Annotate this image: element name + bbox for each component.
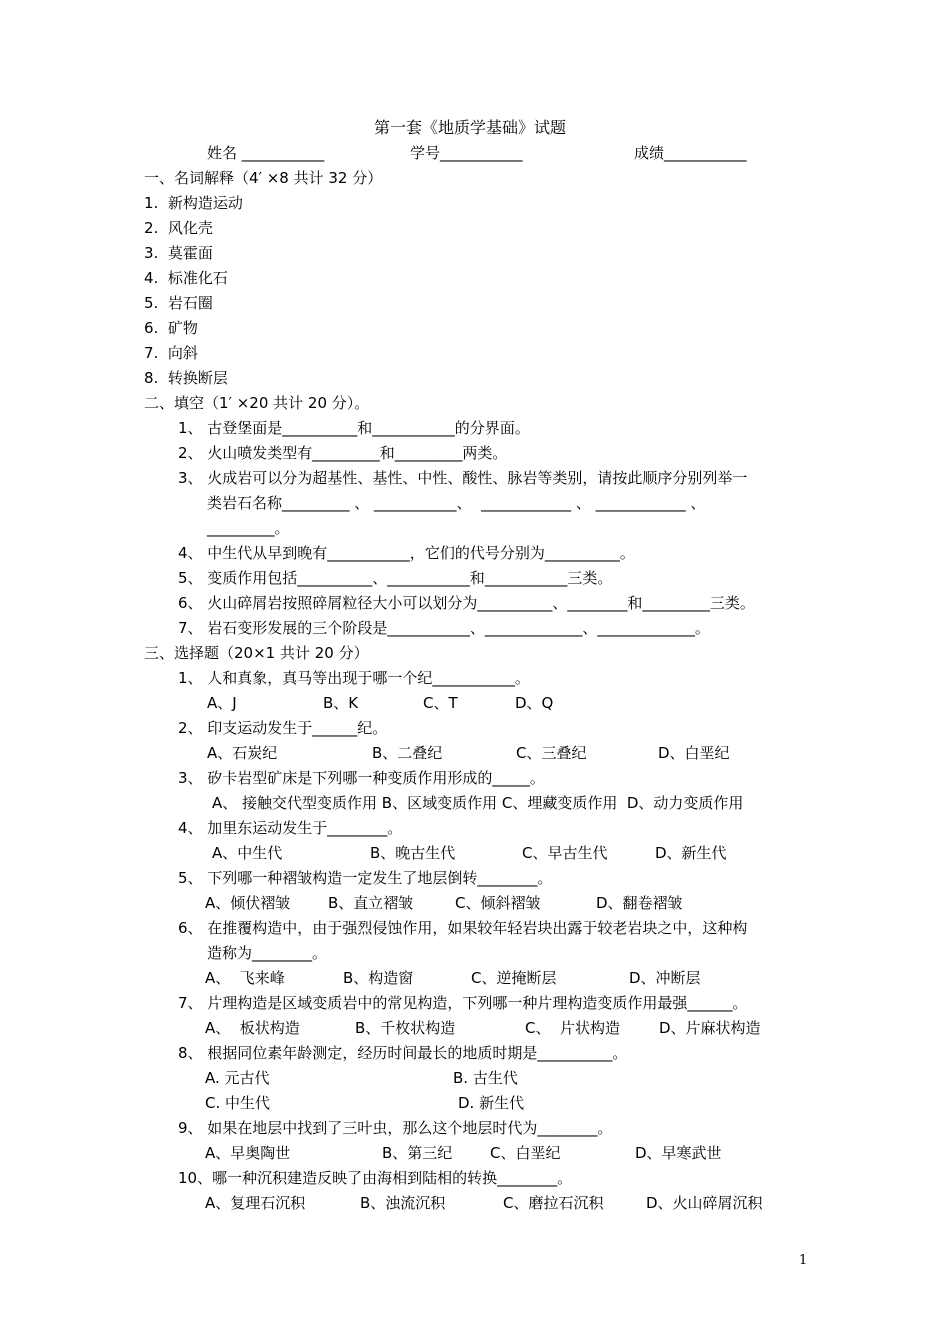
choice-question-4: 4、 加里东运动发生于________。: [178, 819, 403, 837]
fill-question-3-line2: 类岩石名称_________ 、 ___________、 ____________ 、 ____________ 、: [207, 494, 706, 512]
section1-item: 7. 向斜: [144, 344, 198, 362]
score-field-label: 成绩___________: [634, 144, 747, 162]
option-d: D、Q: [515, 694, 554, 712]
page-title: 第一套《地质学基础》试题: [374, 118, 567, 137]
choice-question-9: 9、 如果在地层中找到了三叶虫，那么这个地层时代为________。: [178, 1119, 613, 1137]
option-a: A、早奥陶世: [205, 1144, 291, 1162]
option-b: B、直立褶皱: [328, 894, 414, 912]
option-c: C、磨拉石沉积: [503, 1194, 604, 1212]
fill-question-2: 2、 火山喷发类型有_________和_________两类。: [178, 444, 508, 462]
option-c: C、T: [423, 694, 458, 712]
fill-question-5: 5、 变质作用包括__________、___________和___________三类。: [178, 569, 613, 587]
fill-question-1: 1、 古登堡面是__________和___________的分界面。: [178, 419, 530, 437]
section1-item: 5. 岩石圈: [144, 294, 213, 312]
option-c: C、三叠纪: [516, 744, 587, 762]
fill-question-3: 3、 火成岩可以分为超基性、基性、中性、酸性、脉岩等类别，请按此顺序分别列举一: [178, 469, 748, 487]
section1-item: 2. 风化壳: [144, 219, 213, 237]
option-d: D、冲断层: [629, 969, 701, 987]
option-d: D、火山碎屑沉积: [646, 1194, 763, 1212]
choice-question-7: 7、 片理构造是区域变质岩中的常见构造，下列哪一种片理构造变质作用最强______。: [178, 994, 748, 1012]
fill-question-3-line3: _________。: [207, 519, 290, 537]
choice-question-5: 5、 下列哪一种褶皱构造一定发生了地层倒转________。: [178, 869, 553, 887]
section1-item: 1. 新构造运动: [144, 194, 243, 212]
option-c: C、倾斜褶皱: [455, 894, 541, 912]
option-d: D、翻卷褶皱: [596, 894, 683, 912]
student-id-field-label: 学号___________: [410, 144, 523, 162]
section1-item: 3. 莫霍面: [144, 244, 213, 262]
option-b: B、浊流沉积: [360, 1194, 446, 1212]
option-a: A、J: [207, 694, 237, 712]
section3-heading: 三、选择题（20×1 共计 20 分）: [144, 644, 369, 662]
option-c: C、逆掩断层: [471, 969, 557, 987]
option-c: C、 片状构造: [525, 1019, 621, 1037]
choice-question-3: 3、 矽卡岩型矿床是下列哪一种变质作用形成的_____。: [178, 769, 545, 787]
option-b: B. 古生代: [453, 1069, 518, 1087]
fill-question-7: 7、 岩石变形发展的三个阶段是___________、_____________、_____________。: [178, 619, 710, 637]
option-c: C. 中生代: [205, 1094, 271, 1112]
option-a: A、 板状构造: [205, 1019, 300, 1037]
option-b: B、K: [323, 694, 359, 712]
choice-question-6: 6、 在推覆构造中，由于强烈侵蚀作用，如果较年轻岩块出露于较老岩块之中，这种构: [178, 919, 748, 937]
option-d: D、早寒武世: [635, 1144, 722, 1162]
name-field-label: 姓名 ___________: [207, 144, 325, 162]
options-line: A、 接触交代型变质作用 B、区域变质作用 C、埋藏变质作用 D、动力变质作用: [212, 794, 744, 812]
choice-question-1: 1、 人和真象，真马等出现于哪一个纪___________。: [178, 669, 530, 687]
choice-question-2: 2、 印支运动发生于______纪。: [178, 719, 388, 737]
option-d: D、白垩纪: [658, 744, 730, 762]
option-b: B、二叠纪: [372, 744, 443, 762]
page-number: 1: [799, 1253, 808, 1268]
section1-item: 4. 标准化石: [144, 269, 228, 287]
option-a: A、石炭纪: [207, 744, 278, 762]
section1-heading: 一、名词解释（4′ ×8 共计 32 分）: [144, 169, 383, 187]
option-a: A. 元古代: [205, 1069, 270, 1087]
option-c: C、白垩纪: [490, 1144, 561, 1162]
option-d: D、片麻状构造: [659, 1019, 761, 1037]
choice-question-8: 8、 根据同位素年龄测定，经历时间最长的地质时期是__________。: [178, 1044, 628, 1062]
option-d: D. 新生代: [458, 1094, 525, 1112]
choice-question-10: 10、哪一种沉积建造反映了由海相到陆相的转换________。: [178, 1169, 573, 1187]
fill-question-6: 6、 火山碎屑岩按照碎屑粒径大小可以划分为__________、________和_________三类。: [178, 594, 755, 612]
option-b: B、晚古生代: [370, 844, 456, 862]
option-a: A、中生代: [212, 844, 283, 862]
section1-item: 6. 矿物: [144, 319, 198, 337]
section1-item: 8. 转换断层: [144, 369, 228, 387]
option-d: D、新生代: [655, 844, 727, 862]
option-a: A、 飞来峰: [205, 969, 285, 987]
fill-question-4: 4、 中生代从早到晚有___________，它们的代号分别为__________。: [178, 544, 635, 562]
option-b: B、构造窗: [343, 969, 414, 987]
choice-question-6-line2: 造称为________。: [207, 944, 328, 962]
option-b: B、第三纪: [382, 1144, 453, 1162]
option-a: A、复理石沉积: [205, 1194, 306, 1212]
option-c: C、早古生代: [522, 844, 608, 862]
option-b: B、千枚状构造: [355, 1019, 456, 1037]
section2-heading: 二、填空（1′ ×20 共计 20 分）。: [144, 394, 370, 412]
option-a: A、倾伏褶皱: [205, 894, 291, 912]
